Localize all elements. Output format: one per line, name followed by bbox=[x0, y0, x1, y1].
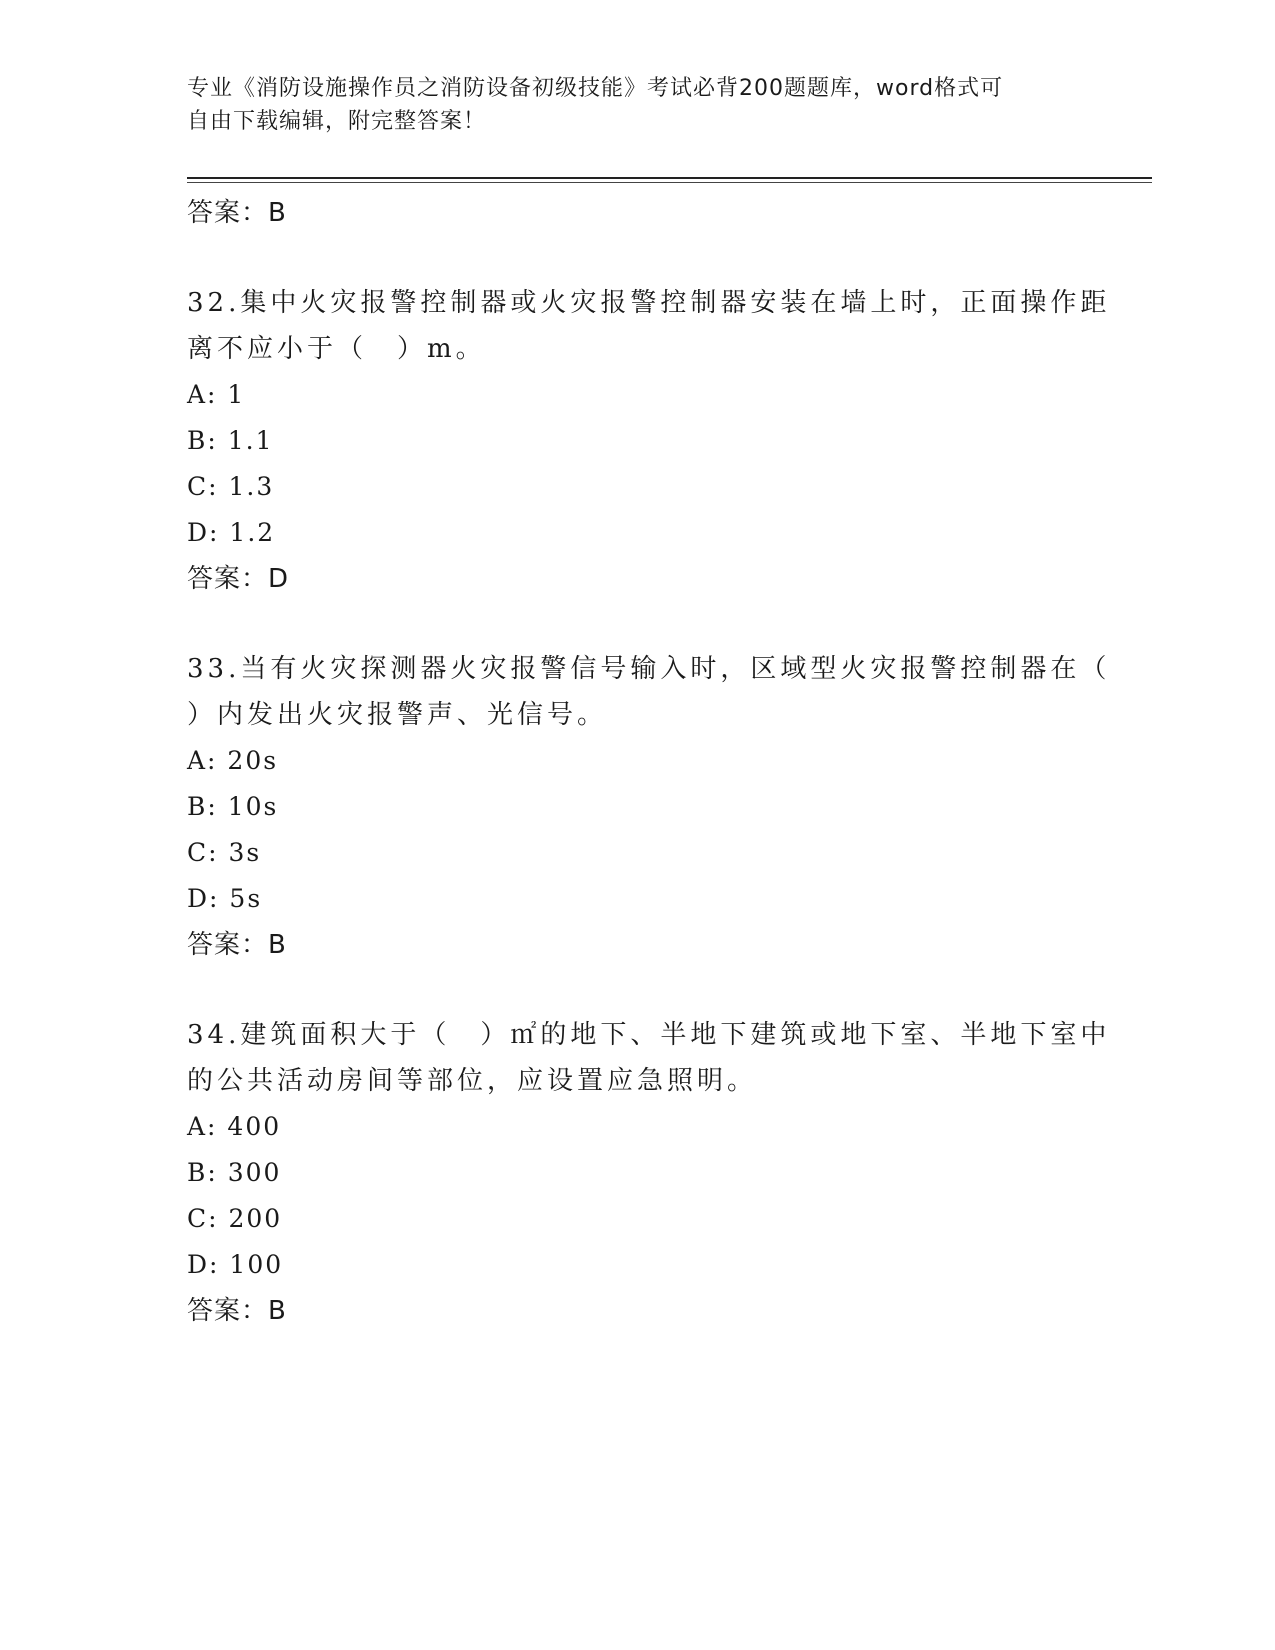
option-a: A: 20s bbox=[187, 746, 279, 775]
question-stem bbox=[187, 280, 1111, 372]
option-a: A: 400 bbox=[187, 1112, 282, 1141]
question-list bbox=[187, 190, 1111, 1334]
previous-answer: 答案：B bbox=[187, 198, 287, 228]
answer-label: 答案：D bbox=[187, 564, 290, 594]
question-stem-line-2: 离不应小于（ ）m。 bbox=[187, 334, 486, 364]
option-a: A: 1 bbox=[187, 380, 246, 409]
header-divider-thick bbox=[187, 177, 1152, 179]
page-header bbox=[187, 72, 1067, 138]
question-33 bbox=[187, 646, 1111, 968]
question-34 bbox=[187, 1012, 1111, 1334]
question-stem bbox=[187, 646, 1111, 738]
option-b: B: 300 bbox=[187, 1158, 282, 1187]
answer-label: 答案：B bbox=[187, 1296, 287, 1326]
question-stem-line-1: 34.建筑面积大于（ ）㎡的地下、半地下建筑或地下室、半地下室中 bbox=[187, 1020, 1111, 1050]
option-d: D: 1.2 bbox=[187, 518, 276, 547]
question-32 bbox=[187, 280, 1111, 602]
header-line-1: 专业《消防设施操作员之消防设备初级技能》考试必背200题题库，word格式可 bbox=[187, 76, 1004, 101]
option-c: C: 200 bbox=[187, 1204, 283, 1233]
question-stem-line-1: 32.集中火灾报警控制器或火灾报警控制器安装在墙上时，正面操作距 bbox=[187, 288, 1111, 318]
option-c: C: 1.3 bbox=[187, 472, 275, 501]
question-stem-line-2: 的公共活动房间等部位，应设置应急照明。 bbox=[187, 1066, 758, 1096]
option-d: D: 100 bbox=[187, 1250, 284, 1279]
question-stem-line-2: ）内发出火灾报警声、光信号。 bbox=[187, 700, 608, 730]
option-c: C: 3s bbox=[187, 838, 262, 867]
answer-label: 答案：B bbox=[187, 930, 287, 960]
header-line-2: 自由下载编辑，附完整答案！ bbox=[187, 109, 487, 134]
header-divider-thin bbox=[187, 182, 1152, 183]
option-b: B: 1.1 bbox=[187, 426, 274, 455]
option-b: B: 10s bbox=[187, 792, 279, 821]
question-stem bbox=[187, 1012, 1111, 1104]
option-d: D: 5s bbox=[187, 884, 263, 913]
question-stem-line-1: 33.当有火灾探测器火灾报警信号输入时，区域型火灾报警控制器在（ bbox=[187, 654, 1111, 684]
